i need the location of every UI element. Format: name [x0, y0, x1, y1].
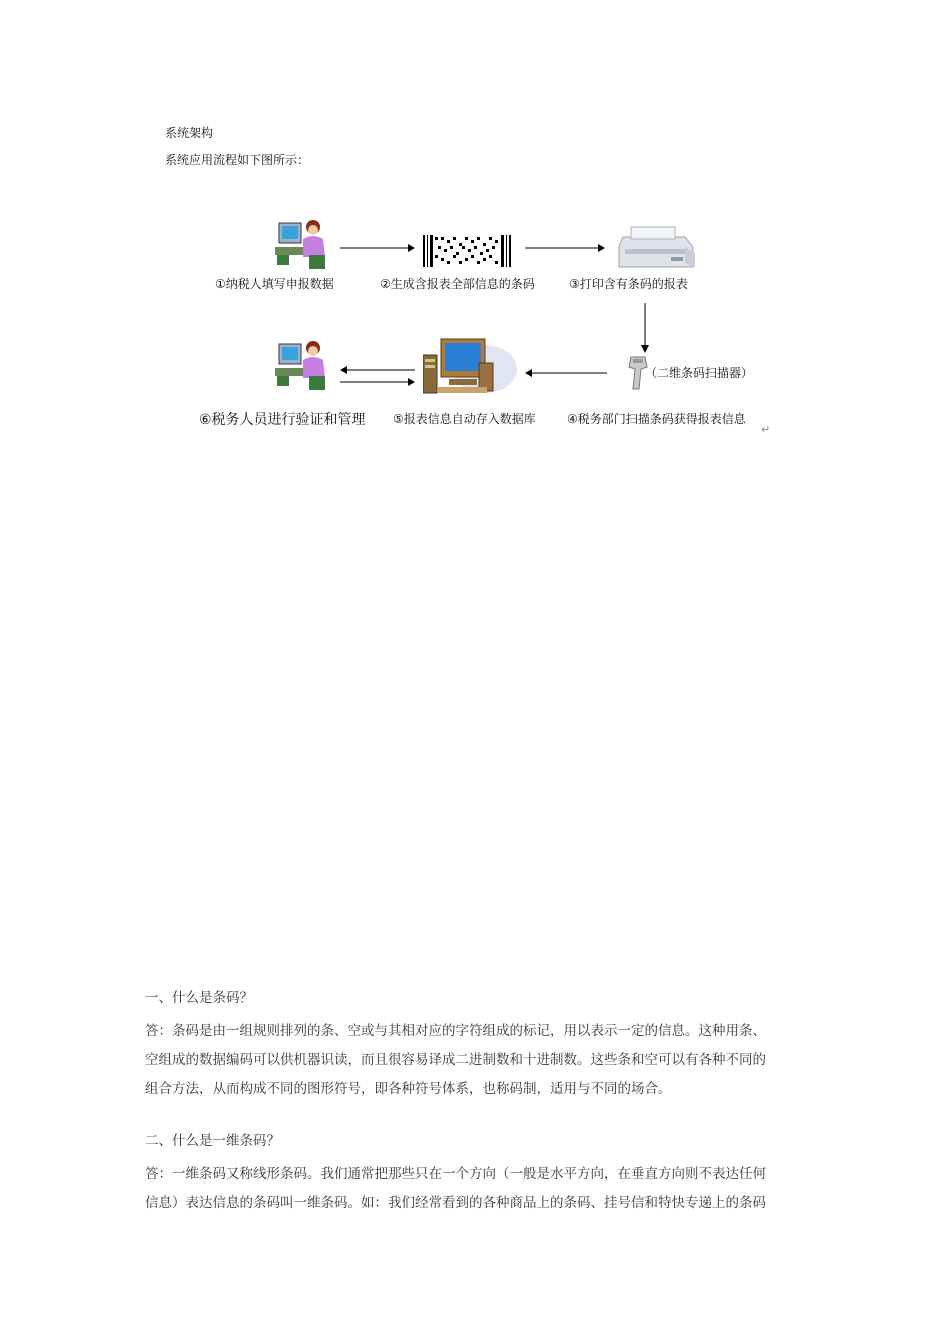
- question-2: 二、什么是一维条码？: [145, 1133, 280, 1149]
- 2d-barcode-icon: [423, 235, 511, 267]
- answer-1-line: 答：条码是由一组规则排列的条、空或与其相对应的字符组成的标记，用以表示一定的信息。这种用条、: [145, 1023, 766, 1039]
- step-4-label: ④税务部门扫描条码获得报表信息: [567, 412, 746, 426]
- step-3-label: ③打印含有条码的报表: [569, 277, 688, 291]
- taxpayer-computer-icon: [275, 217, 335, 272]
- database-computer-icon: [423, 337, 518, 395]
- arrow-bidirectional: [340, 365, 415, 387]
- answer-1-line: 空组成的数据编码可以供机器识读，而且很容易译成二进制数和十进制数。这些条和空可以有各种不同的: [145, 1052, 766, 1068]
- step-1-label: ①纳税人填写申报数据: [215, 277, 334, 291]
- answer-1: [145, 1017, 810, 1104]
- arrow-down: [640, 303, 650, 353]
- arrow-right-2: [525, 243, 605, 253]
- paragraph-mark: ↵: [761, 423, 771, 436]
- section-title: 系统架构: [165, 126, 214, 140]
- answer-1-line: 组合方法，从而构成不同的图形符号，即各种符号体系，也称码制，适用与不同的场合。: [145, 1081, 672, 1097]
- tax-officer-computer-icon: [275, 338, 335, 393]
- step-5-label: ⑤报表信息自动存入数据库: [393, 412, 536, 426]
- system-flow-diagram: [195, 205, 775, 445]
- question-1: 一、什么是条码？: [145, 990, 253, 1006]
- step-2-label: ②生成含报表全部信息的条码: [380, 277, 535, 291]
- arrow-right-1: [340, 243, 415, 253]
- section-subtitle: 系统应用流程如下图所示：: [165, 153, 310, 167]
- answer-2-line: 答：一维条码又称线形条码。我们通常把那些只在一个方向（一般是水平方向，在垂直方向则不表达任何: [145, 1166, 766, 1182]
- printer-icon: [615, 223, 695, 271]
- arrow-left: [525, 368, 607, 378]
- scanner-label: （二维条码扫描器）: [645, 366, 754, 380]
- answer-2-line: 信息）表达信息的条码叫一维条码。如：我们经常看到的各种商品上的条码、挂号信和特快专递上的条码: [145, 1195, 766, 1211]
- step-6-label: ⑥税务人员进行验证和管理: [199, 412, 366, 428]
- answer-2: [145, 1160, 810, 1218]
